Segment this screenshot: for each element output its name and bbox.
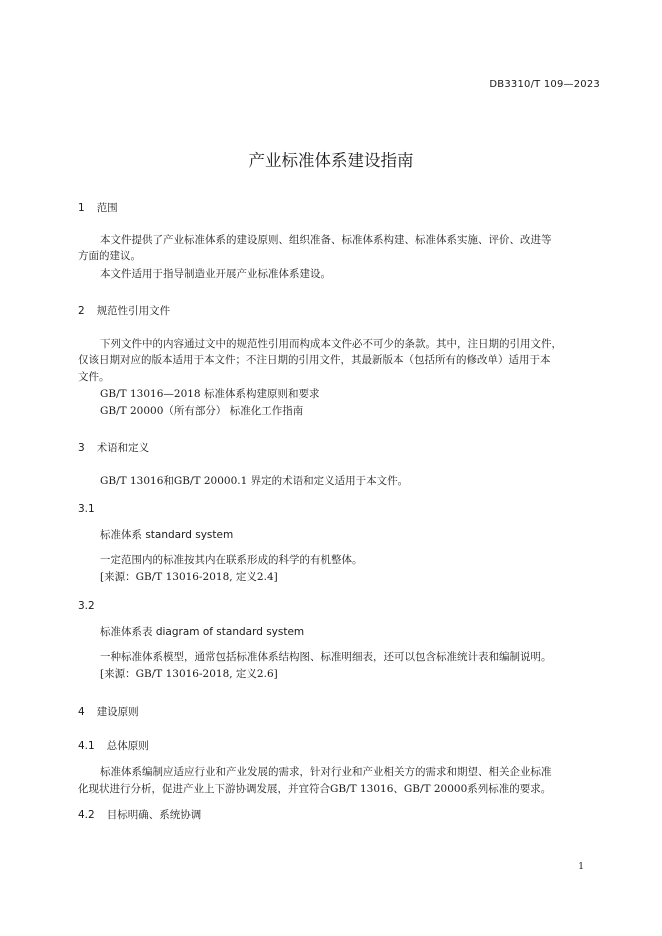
reference-item: GB/T 13016—2018 标准体系构建原则和要求 bbox=[100, 388, 320, 400]
term-number: 3.2 bbox=[78, 600, 95, 612]
subsection-title: 总体原则 bbox=[106, 740, 149, 752]
term-number: 3.1 bbox=[78, 503, 95, 515]
paragraph-line: 本文件提供了产业标准体系的建设原则、组织准备、标准体系构建、标准体系实施、评价、改进等 bbox=[100, 234, 552, 246]
section-title: 规范性引用文件 bbox=[96, 305, 171, 317]
term-source: [来源：GB/T 13016-2018, 定义2.4] bbox=[100, 571, 278, 583]
section-4-heading bbox=[78, 704, 139, 719]
section-number: 3 bbox=[78, 442, 85, 454]
section-number: 2 bbox=[78, 305, 85, 317]
paragraph-line: 本文件适用于指导制造业开展产业标准体系建设。 bbox=[100, 268, 331, 280]
subsection-number: 4.2 bbox=[78, 809, 95, 821]
term-definition: 一定范围内的标准按其内在联系形成的科学的有机整体。 bbox=[100, 554, 363, 566]
term-heading: 标准体系表 diagram of standard system bbox=[100, 626, 305, 638]
paragraph-line: 标准体系编制应适应行业和产业发展的需求，针对行业和产业相关方的需求和期望、相关企业标准 bbox=[100, 766, 552, 778]
section-number: 4 bbox=[78, 706, 85, 718]
section-1-heading bbox=[78, 200, 118, 215]
section-number: 1 bbox=[78, 202, 85, 214]
subsection-4-2-heading bbox=[78, 807, 201, 822]
reference-item: GB/T 20000（所有部分） 标准化工作指南 bbox=[100, 405, 304, 417]
section-title: 术语和定义 bbox=[96, 442, 150, 454]
document-title: 产业标准体系建设指南 bbox=[248, 151, 414, 170]
paragraph-line: 下列文件中的内容通过文中的规范性引用而构成本文件必不可少的条款。其中，注日期的引用文件， bbox=[100, 338, 562, 350]
subsection-number: 4.1 bbox=[78, 740, 95, 752]
section-3-heading bbox=[78, 440, 149, 455]
section-title: 建设原则 bbox=[96, 706, 139, 718]
paragraph-line: 仅该日期对应的版本适用于本文件；不注日期的引用文件，其最新版本（包括所有的修改单）适用于本 bbox=[78, 354, 551, 366]
section-title: 范围 bbox=[96, 202, 118, 214]
subsection-title: 目标明确、系统协调 bbox=[106, 809, 202, 821]
term-source: [来源：GB/T 13016-2018, 定义2.6] bbox=[100, 668, 278, 680]
paragraph-line: 化现状进行分析，促进产业上下游协调发展，并宜符合GB/T 13016、GB/T 20000系列标准的要求。 bbox=[78, 783, 552, 795]
paragraph-line: 方面的建议。 bbox=[78, 250, 141, 262]
paragraph-line: GB/T 13016和GB/T 20000.1 界定的术语和定义适用于本文件。 bbox=[100, 475, 409, 487]
page-number: 1 bbox=[578, 862, 584, 872]
document-code: DB3310/T 109—2023 bbox=[489, 79, 600, 90]
term-definition: 一种标准体系模型，通常包括标准体系结构图、标准明细表，还可以包含标准统计表和编制说明。 bbox=[100, 651, 552, 663]
term-heading: 标准体系 standard system bbox=[100, 529, 234, 541]
section-2-heading bbox=[78, 303, 170, 318]
subsection-4-1-heading bbox=[78, 738, 149, 753]
paragraph-line: 文件。 bbox=[78, 371, 110, 383]
